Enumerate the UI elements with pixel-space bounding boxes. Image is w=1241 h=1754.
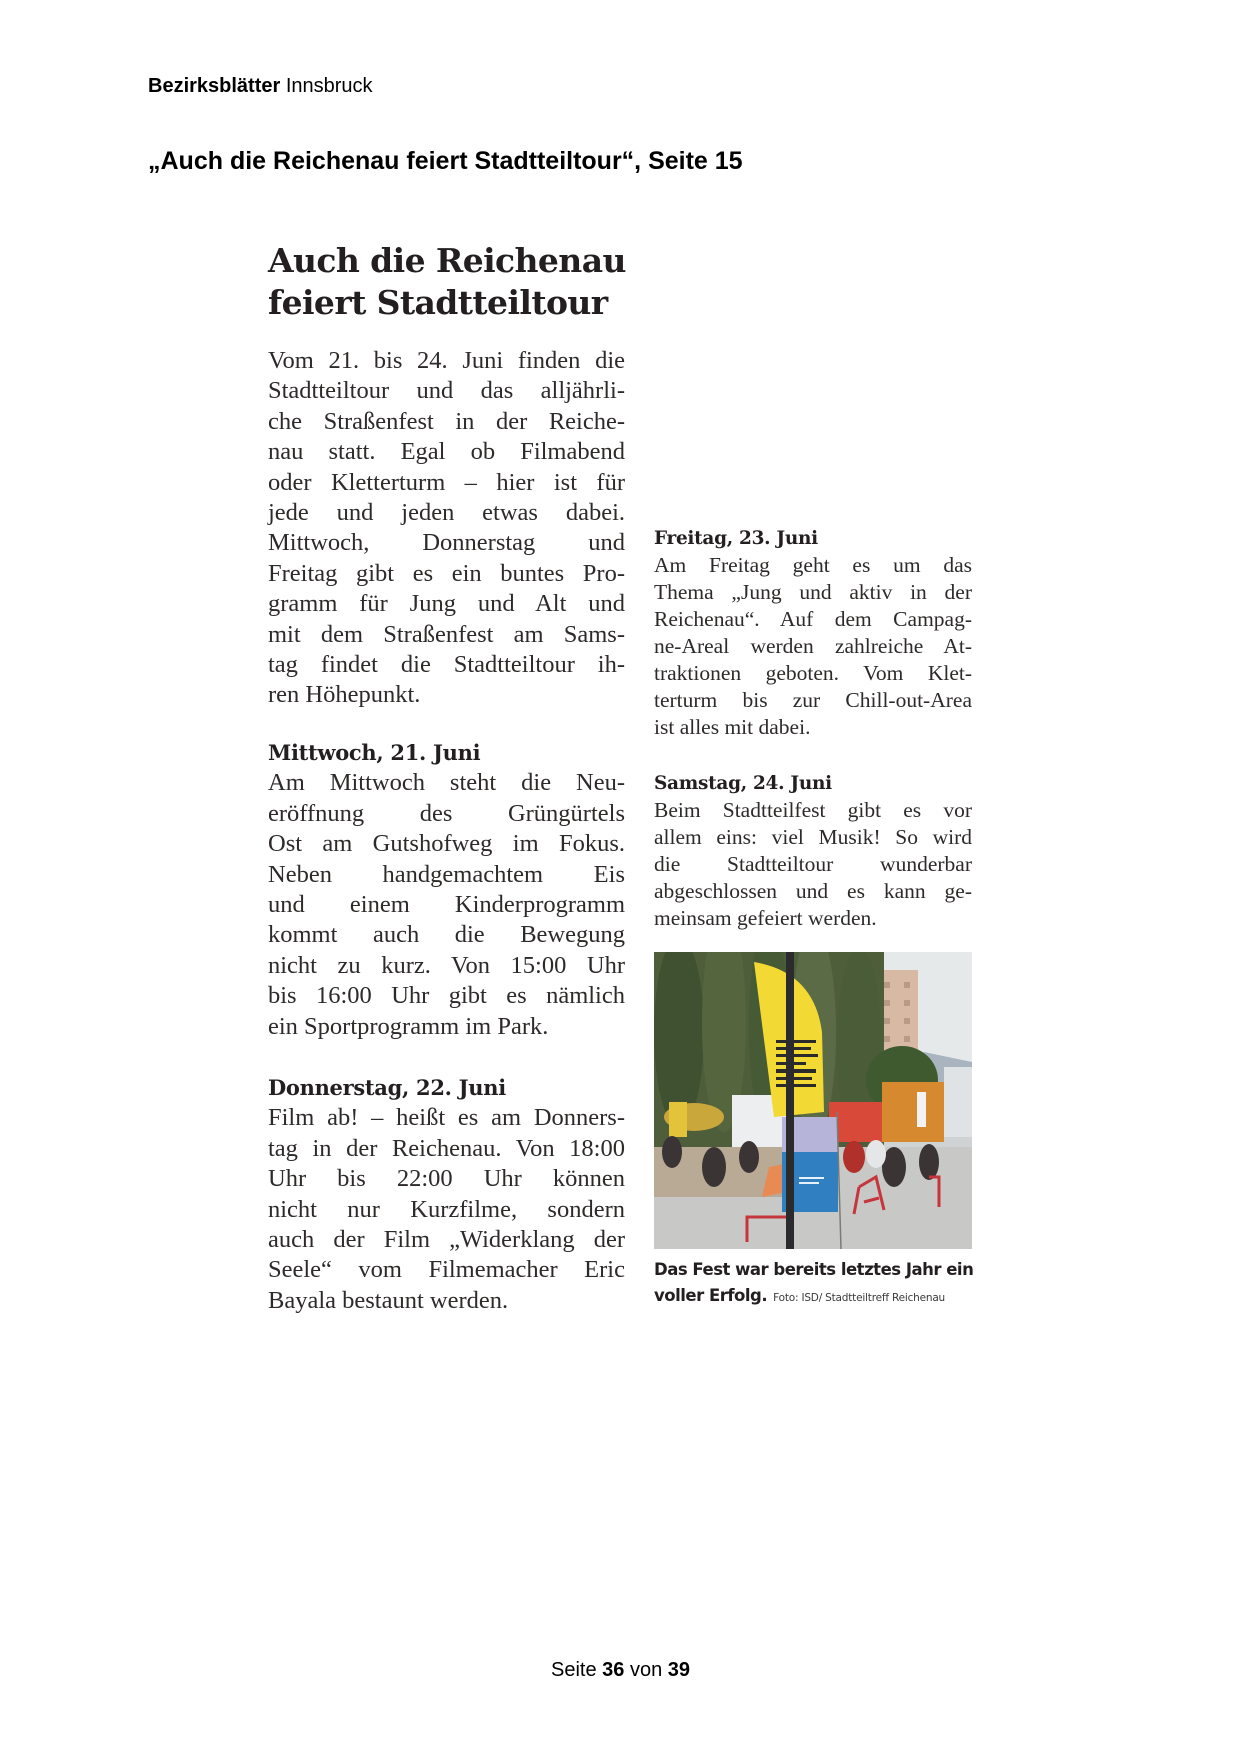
section-line: meinsam gefeiert werden.	[654, 906, 877, 930]
section-freitag	[654, 525, 972, 741]
section-samstag	[654, 770, 972, 932]
section-line: traktionen geboten. Vom Klet-	[654, 661, 972, 685]
section-line: Film ab! – heißt es am Donners-	[268, 1104, 625, 1132]
section-mittwoch	[268, 738, 625, 1042]
section-line: Uhr bis 22:00 Uhr können	[268, 1165, 625, 1193]
section-line: allem eins: viel Musik! So wird	[654, 825, 972, 849]
section-line: terturm bis zur Chill-out-Area	[654, 688, 972, 712]
section-line: die Stadtteiltour wunderbar	[654, 852, 972, 876]
section-line: kommt auch die Bewegung	[268, 921, 625, 949]
section-line: Reichenau“. Auf dem Campag-	[654, 607, 972, 631]
caption-line: Das Fest war bereits letztes Jahr ein	[654, 1260, 974, 1279]
section-heading: Samstag, 24. Juni	[654, 773, 832, 794]
section-heading: Donnerstag, 22. Juni	[268, 1075, 506, 1100]
intro-line: Vom 21. bis 24. Juni finden die	[268, 347, 625, 374]
intro-line: mit dem Straßenfest am Sams-	[268, 620, 625, 648]
intro-line: gramm für Jung und Alt und	[268, 590, 625, 618]
section-heading: Mittwoch, 21. Juni	[268, 740, 481, 765]
section-line: Thema „Jung und aktiv in der	[654, 580, 972, 604]
caption-line-with-credit	[654, 1283, 984, 1311]
article-intro	[268, 346, 625, 711]
section-line: Am Mittwoch steht die Neu-	[268, 769, 625, 797]
current-page-number: 36	[602, 1659, 625, 1681]
total-pages-number: 39	[667, 1659, 691, 1681]
headline-line: Auch die Reichenau	[268, 241, 626, 280]
headline-line: feiert Stadtteiltour	[268, 283, 608, 322]
section-line: nicht nur Kurzfilme, sondern	[268, 1195, 625, 1223]
section-line: tag in der Reichenau. Von 18:00	[268, 1134, 625, 1162]
publication-header	[148, 74, 373, 98]
section-line: auch der Film „Widerklang der	[268, 1226, 625, 1254]
clip-title: „Auch die Reichenau feiert Stadtteiltour“, Seite 15	[148, 147, 743, 175]
intro-line: nau statt. Egal ob Filmabend	[268, 438, 625, 466]
caption-line: voller Erfolg.	[654, 1286, 768, 1305]
section-line: bis 16:00 Uhr gibt es nämlich	[268, 982, 625, 1010]
intro-line: Mittwoch, Donnerstag und	[268, 529, 625, 557]
section-line: nicht zu kurz. Von 15:00 Uhr	[268, 951, 625, 979]
section-line: Am Freitag geht es um das	[654, 553, 972, 577]
intro-line: Stadtteiltour und das alljährli-	[268, 377, 625, 405]
intro-line: tag findet die Stadtteiltour ih-	[268, 651, 625, 679]
intro-line: ren Höhepunkt.	[268, 681, 421, 709]
intro-line: Freitag gibt es ein buntes Pro-	[268, 559, 625, 587]
section-line: Neben handgemachtem Eis	[268, 860, 625, 888]
section-line: Seele“ vom Filmemacher Eric	[268, 1256, 625, 1284]
photo-caption	[654, 1257, 984, 1311]
section-line: und einem Kinderprogramm	[268, 891, 625, 919]
section-line: Beim Stadtteilfest gibt es vor	[654, 798, 972, 822]
article-headline	[268, 240, 638, 324]
page-separator: von	[629, 1659, 663, 1681]
page-footer	[0, 1658, 1241, 1682]
intro-line: che Straßenfest in der Reiche-	[268, 407, 625, 435]
publication-region: Innsbruck	[285, 75, 373, 97]
section-line: Bayala bestaunt werden.	[268, 1286, 509, 1314]
page-label: Seite	[550, 1659, 597, 1681]
section-donnerstag	[268, 1073, 625, 1316]
festival-photo-illustration	[654, 952, 972, 1249]
section-line: ne-Areal werden zahlreiche At-	[654, 634, 972, 658]
section-line: ein Sportprogramm im Park.	[268, 1012, 549, 1040]
section-line: abgeschlossen und es kann ge-	[654, 879, 972, 903]
publication-name: Bezirksblätter	[148, 75, 281, 97]
section-heading: Freitag, 23. Juni	[654, 528, 818, 549]
section-line: ist alles mit dabei.	[654, 715, 811, 739]
photo-credit: Foto: ISD/ Stadtteiltreff Reichenau	[773, 1292, 946, 1304]
section-line: Ost am Gutshofweg im Fokus.	[268, 830, 625, 858]
intro-line: jede und jeden etwas dabei.	[268, 499, 625, 527]
intro-line: oder Kletterturm – hier ist für	[268, 468, 625, 496]
article-photo	[654, 952, 972, 1249]
section-line: eröffnung des Grüngürtels	[268, 799, 625, 827]
